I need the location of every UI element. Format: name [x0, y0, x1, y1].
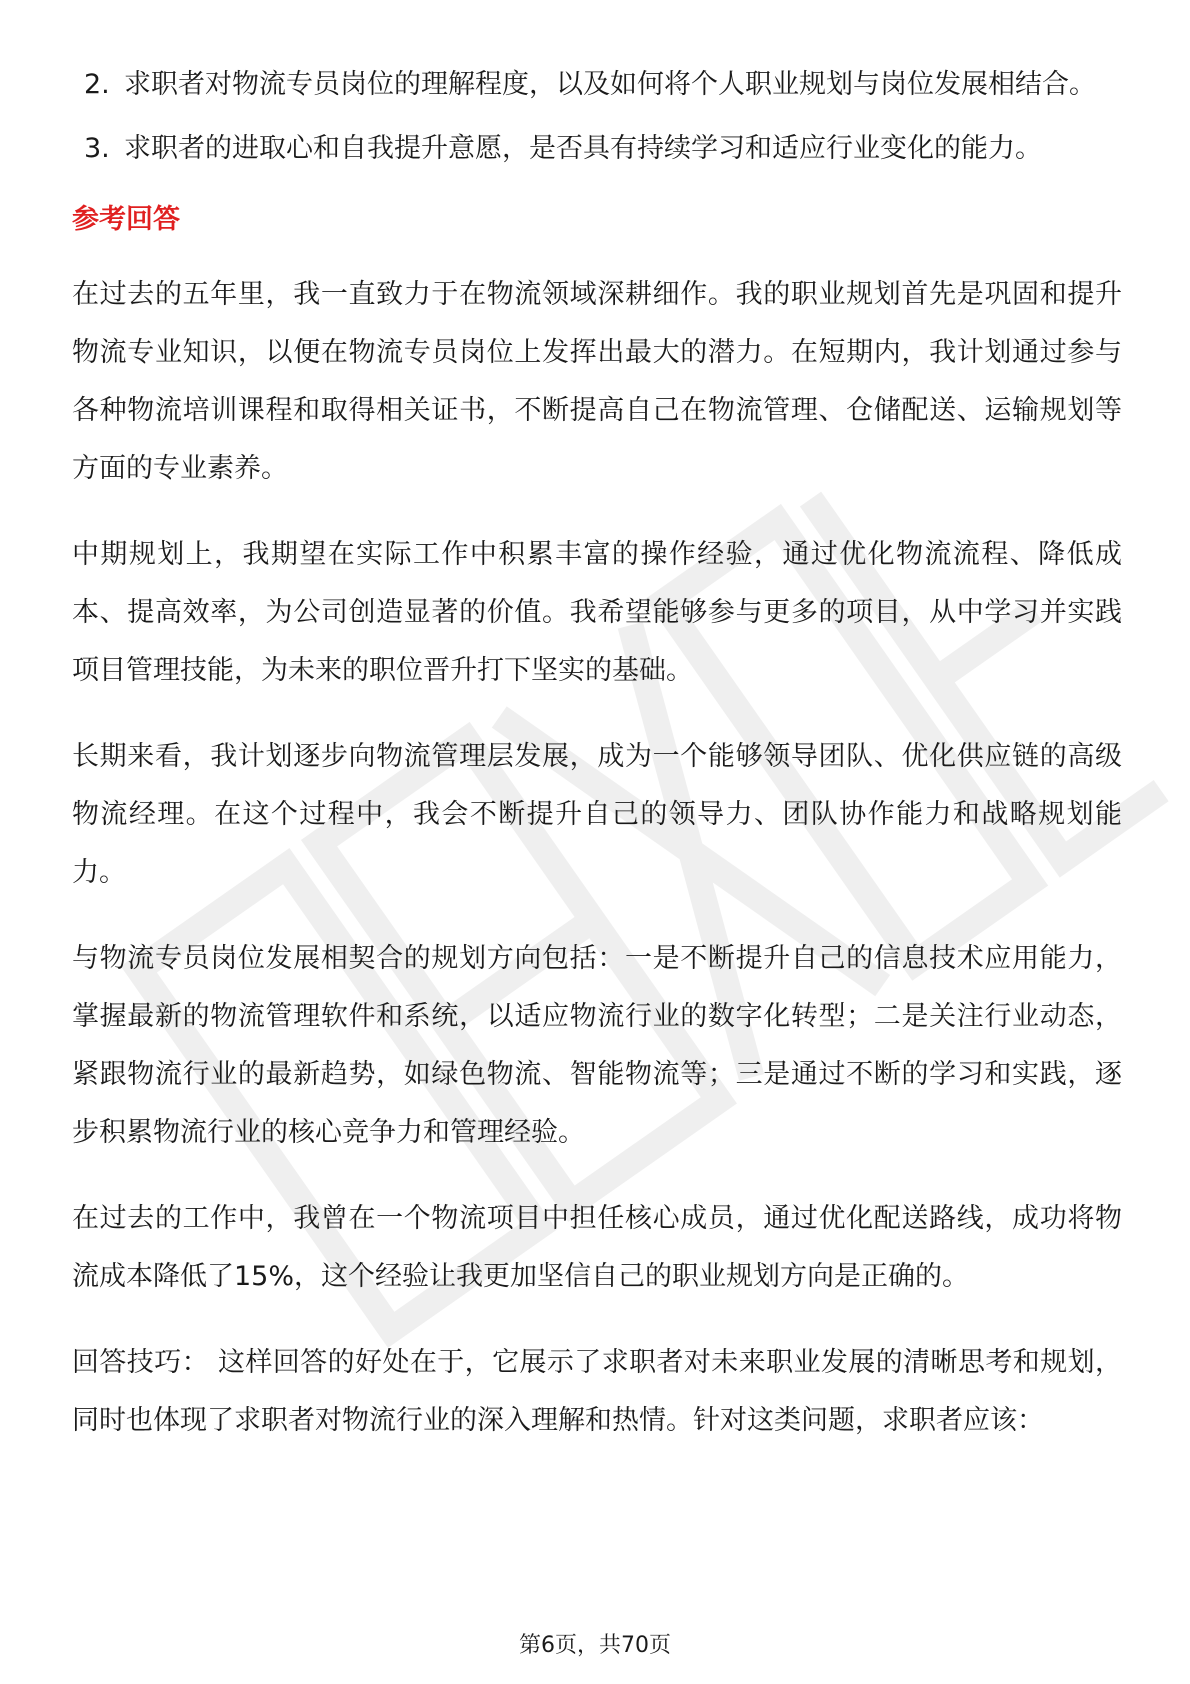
document-page: [72, 56, 1122, 1478]
list-number: 2.: [84, 69, 110, 100]
list-number: 3.: [84, 133, 110, 164]
section-heading: 参考回答: [72, 204, 180, 235]
numbered-list: [72, 56, 1122, 178]
paragraph: 回答技巧： 这样回答的好处在于，它展示了求职者对未来职业发展的清晰思考和规划，同时也体现了求职者对物流行业的深入理解和热情。针对这类问题，求职者应该：: [72, 1347, 1122, 1436]
paragraph: 与物流专员岗位发展相契合的规划方向包括：一是不断提升自己的信息技术应用能力，掌握最新的物流管理软件和系统，以适应物流行业的数字化转型；二是关注行业动态，紧跟物流行业的最新趋势，如绿色物流、智能物流等；三是通过不断的学习和实践，逐步积累物流行业的核心竞争力和管理经验。: [72, 943, 1122, 1148]
list-item: [72, 56, 1122, 114]
paragraph: 长期来看，我计划逐步向物流管理层发展，成为一个能够领导团队、优化供应链的高级物流经理。在这个过程中，我会不断提升自己的领导力、团队协作能力和战略规划能力。: [72, 741, 1122, 888]
paragraph: 在过去的五年里，我一直致力于在物流领域深耕细作。我的职业规划首先是巩固和提升物流专业知识，以便在物流专员岗位上发挥出最大的潜力。在短期内，我计划通过参与各种物流培训课程和取得相关证书，不断提高自己在物流管理、仓储配送、运输规划等方面的专业素养。: [72, 279, 1122, 484]
page-footer: 第6页，共70页: [519, 1633, 671, 1658]
list-item: [72, 120, 1122, 178]
list-item-text: 求职者对物流专员岗位的理解程度，以及如何将个人职业规划与岗位发展相结合。: [124, 69, 1096, 100]
paragraph: 中期规划上，我期望在实际工作中积累丰富的操作经验，通过优化物流流程、降低成本、提高效率，为公司创造显著的价值。我希望能够参与更多的项目，从中学习并实践项目管理技能，为未来的职位晋升打下坚实的基础。: [72, 539, 1122, 686]
list-item-text: 求职者的进取心和自我提升意愿，是否具有持续学习和适应行业变化的能力。: [124, 133, 1042, 164]
paragraph: 在过去的工作中，我曾在一个物流项目中担任核心成员，通过优化配送路线，成功将物流成本降低了15%，这个经验让我更加坚信自己的职业规划方向是正确的。: [72, 1203, 1122, 1292]
